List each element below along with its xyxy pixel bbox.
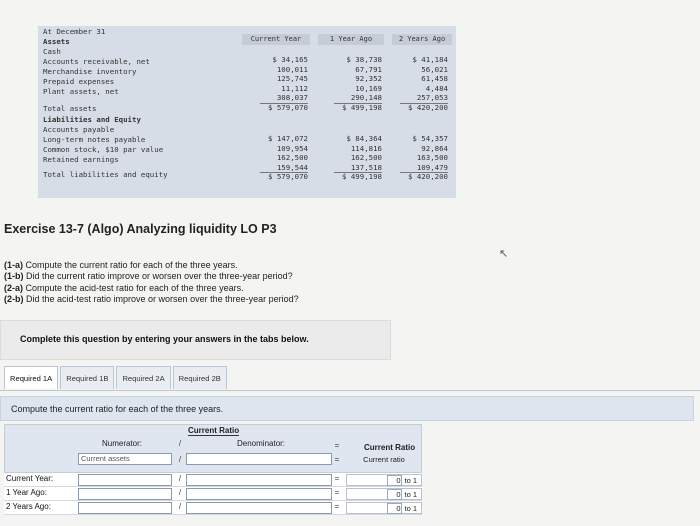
- liabilities-heading: Liabilities and Equity: [43, 115, 141, 124]
- tab-required-2a[interactable]: Required 2A: [116, 366, 170, 389]
- equals-symbol: =: [334, 502, 340, 511]
- row-label-total-liab: Total liabilities and equity: [43, 170, 168, 179]
- balance-sheet-title: At December 31: [43, 27, 106, 36]
- value: 257,053: [416, 93, 448, 103]
- ratio-suffix: to 1: [404, 490, 417, 499]
- value-total: $ 579,070: [267, 102, 308, 112]
- value: $ 84,364: [346, 134, 382, 143]
- ratio-output: [346, 474, 422, 486]
- divide-symbol: /: [178, 455, 182, 464]
- numerator-input[interactable]: Current assets: [78, 453, 172, 465]
- col-current-year-liab: [248, 134, 308, 182]
- value: 137,518: [350, 162, 382, 172]
- ratio-suffix: to 1: [404, 504, 417, 513]
- question-text: Compute the current ratio for each of the three years.: [11, 404, 224, 414]
- value: 109,479: [416, 162, 448, 172]
- rule-line: [334, 172, 382, 173]
- rule-line: [260, 103, 308, 104]
- numerator-header: Numerator:: [102, 439, 143, 448]
- row-label: 2 Years Ago:: [6, 502, 51, 511]
- equals-symbol: =: [334, 455, 340, 464]
- value: 56,021: [421, 64, 448, 74]
- value: 67,791: [355, 64, 382, 74]
- value: $ 34,165: [272, 55, 308, 64]
- row-label-plant: Plant assets, net: [43, 87, 119, 96]
- divide-symbol: /: [178, 439, 182, 448]
- value-total: $ 420,200: [407, 172, 448, 182]
- value: $ 147,072: [267, 134, 308, 143]
- prompt-item: [4, 294, 299, 305]
- result-header: Current Ratio: [364, 443, 416, 452]
- value-total: $ 579,070: [267, 172, 308, 182]
- divide-symbol: /: [178, 474, 182, 483]
- group-header: Current Ratio: [188, 426, 240, 435]
- denominator-input[interactable]: [186, 488, 332, 500]
- col-header-1-year-ago: 1 Year Ago: [318, 34, 384, 45]
- row-label-notes: Long-term notes payable: [43, 135, 146, 144]
- value: $ 41,184: [412, 55, 448, 64]
- required-tabs: [4, 366, 229, 391]
- prompt-text: Did the acid-test ratio improve or worsen over the three-year period?: [23, 293, 299, 304]
- value-total: $ 420,200: [407, 102, 448, 112]
- col-header-2-years-ago: 2 Years Ago: [392, 34, 452, 45]
- prompt-text: Did the current ratio improve or worsen over the three-year period?: [23, 271, 293, 282]
- row-label-stock: Common stock, $10 par value: [43, 145, 164, 154]
- value: $ 54,357: [412, 134, 448, 143]
- denominator-input[interactable]: [186, 474, 332, 486]
- value: 109,954: [276, 143, 308, 153]
- current-ratio-table: [4, 424, 422, 524]
- ratio-value: 0: [387, 489, 402, 500]
- balance-sheet: [38, 26, 456, 198]
- col-2-years-ago-liab: [392, 134, 448, 182]
- prompt-item: [4, 271, 299, 282]
- prompt-tag: (1-b): [4, 271, 24, 282]
- rule-line: [334, 103, 382, 104]
- value: 162,500: [350, 153, 382, 163]
- row-label-cash: Cash: [43, 47, 61, 56]
- value: 114,816: [350, 143, 382, 153]
- prompt-tag: (2-b): [4, 293, 24, 304]
- rule-line: [400, 172, 448, 173]
- prompt-text: Compute the acid-test ratio for each of the three years.: [23, 282, 244, 293]
- row-label-prepaid: Prepaid expenses: [43, 77, 115, 86]
- ratio-output: [346, 488, 422, 500]
- divide-symbol: /: [178, 502, 182, 511]
- row-label-ap: Accounts payable: [43, 125, 115, 134]
- equals-symbol: =: [334, 474, 340, 483]
- prompt-list: [4, 260, 299, 305]
- tab-required-1b[interactable]: Required 1B: [60, 366, 114, 389]
- tab-panel-border: [0, 390, 700, 391]
- row-label-total-assets: Total assets: [43, 104, 97, 113]
- equals-symbol: =: [334, 441, 340, 450]
- prompt-tag: (2-a): [4, 282, 24, 293]
- mouse-cursor-icon: ↖: [499, 248, 509, 260]
- prompt-item: [4, 260, 299, 271]
- denominator-input[interactable]: [186, 502, 332, 514]
- denominator-input[interactable]: [186, 453, 332, 465]
- value: 163,500: [416, 153, 448, 163]
- value: 290,148: [350, 93, 382, 103]
- row-label: 1 Year Ago:: [6, 488, 47, 497]
- value: 100,011: [276, 64, 308, 74]
- numerator-input[interactable]: [78, 474, 172, 486]
- value: 10,169: [355, 83, 382, 93]
- value: $ 38,738: [346, 55, 382, 64]
- denominator-header: Denominator:: [237, 439, 286, 448]
- rule-line: [400, 103, 448, 104]
- col-header-current-year: Current Year: [242, 34, 310, 45]
- prompt-text: Compute the current ratio for each of the three years.: [23, 260, 238, 270]
- instruction-text: Complete this question by entering your answers in the tabs below.: [20, 334, 309, 344]
- value: 125,745: [276, 74, 308, 84]
- ratio-output: [346, 502, 422, 514]
- row-label-inventory: Merchandise inventory: [43, 67, 137, 76]
- row-label: Current Year:: [6, 474, 54, 483]
- ratio-value: 0: [387, 475, 402, 486]
- prompt-tag: (1-a): [4, 260, 24, 270]
- equals-symbol: =: [334, 488, 340, 497]
- question-bar: [0, 396, 694, 421]
- row-label-ar: Accounts receivable, net: [43, 57, 150, 66]
- value: 11,112: [281, 83, 308, 93]
- value: 4,484: [425, 83, 448, 93]
- value: 159,544: [276, 162, 308, 172]
- numerator-input[interactable]: [78, 488, 172, 500]
- value: 92,864: [421, 143, 448, 153]
- result-label: Current ratio: [363, 455, 405, 464]
- ratio-suffix: to 1: [404, 476, 417, 485]
- value: 92,352: [355, 74, 382, 84]
- prompt-item: [4, 283, 299, 294]
- ratio-value: 0: [387, 503, 402, 514]
- value: 61,458: [421, 74, 448, 84]
- value-total: $ 499,198: [341, 172, 382, 182]
- rule-line: [260, 172, 308, 173]
- numerator-input[interactable]: [78, 502, 172, 514]
- tab-required-1a[interactable]: Required 1A: [4, 366, 58, 389]
- exercise-title: Exercise 13-7 (Algo) Analyzing liquidity LO P3: [4, 222, 277, 236]
- row-label-retained: Retained earnings: [43, 155, 119, 164]
- tab-required-2b[interactable]: Required 2B: [173, 366, 227, 389]
- assets-heading: Assets: [43, 37, 70, 46]
- divide-symbol: /: [178, 488, 182, 497]
- col-1-year-ago-liab: [322, 134, 382, 182]
- instruction-bar: [0, 320, 391, 360]
- value: 162,500: [276, 153, 308, 163]
- value: 308,037: [276, 93, 308, 103]
- value-total: $ 499,198: [341, 102, 382, 112]
